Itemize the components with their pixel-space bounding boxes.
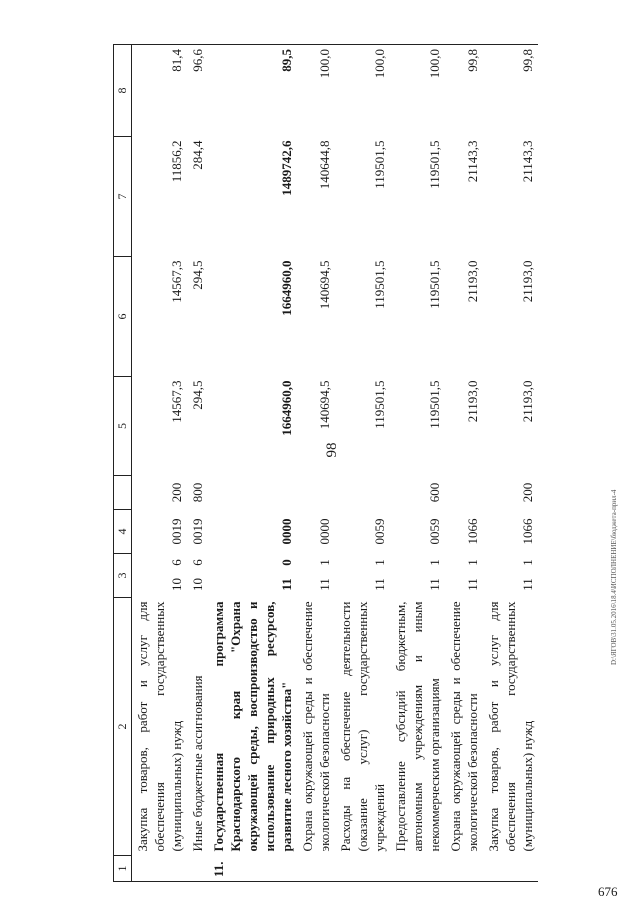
header-col-4: 4 — [114, 510, 132, 554]
value-col-5: 294,5 — [190, 380, 205, 410]
value-col-6: 1664960,0 — [279, 260, 294, 316]
value-col-7: 284,4 — [190, 140, 205, 170]
code-expense-type: 200 — [520, 482, 535, 503]
value-col-6: 14567,3 — [169, 260, 184, 303]
row-description: Расходы на обеспечение деятельности (оказание услуг) государственных учреждений — [338, 601, 387, 852]
code-target: 0000 — [279, 518, 294, 545]
header-col-7: 7 — [114, 137, 132, 257]
row-description: Охрана окружающей среды и обеспечение экологической безопасности — [448, 601, 480, 852]
code-expense-type — [335, 476, 390, 510]
value-col-5: 21193,0 — [465, 380, 480, 423]
code-section: 11 — [372, 578, 387, 591]
code-subsection: 1 — [317, 559, 332, 566]
value-col-8: 100,0 — [390, 45, 445, 137]
code-expense-type: 200 — [169, 482, 184, 503]
code-subsection: 1 — [427, 559, 442, 566]
value-col-8: 100,0 — [297, 45, 335, 137]
value-col-8: 100,0 — [335, 45, 390, 137]
table-header-row — [114, 45, 132, 882]
code-target: 0059 — [372, 518, 387, 545]
value-col-5: 140694,5 — [317, 380, 332, 430]
code-section: 11 — [520, 578, 535, 591]
value-col-8: 96,6 — [187, 45, 208, 137]
code-expense-type — [297, 476, 335, 510]
table-row — [390, 45, 445, 882]
header-col-1: 1 — [114, 856, 132, 882]
table-row — [445, 45, 483, 882]
code-section: 10 — [169, 578, 184, 591]
row-description: Государственная программа Краснодарского края "Охрана окружающей среды, воспроизводство и использование природных ресурсов, развитие лесного хозяйства" — [211, 601, 294, 852]
value-col-6: 21193,0 — [520, 260, 535, 303]
code-subsection: 1 — [520, 559, 535, 566]
row-number: 11. — [208, 856, 297, 882]
header-col-5: 5 — [114, 377, 132, 476]
value-col-7: 119501,5 — [427, 140, 442, 189]
header-col-empty — [114, 476, 132, 510]
row-description: Закупка товаров, работ и услуг для обеспечения государственных (муниципальных) нужд — [486, 601, 535, 852]
row-number — [483, 856, 538, 882]
value-col-8: 89,5 — [208, 45, 297, 137]
code-section: 11 — [427, 578, 442, 591]
table-row — [335, 45, 390, 882]
table-row — [297, 45, 335, 882]
code-expense-type — [208, 476, 297, 510]
code-expense-type: 600 — [427, 482, 442, 503]
code-target: 0059 — [427, 518, 442, 545]
table-row — [483, 45, 538, 882]
code-target: 0019 — [190, 518, 205, 545]
code-expense-type — [445, 476, 483, 510]
value-col-5: 1664960,0 — [279, 380, 294, 436]
value-col-6: 119501,5 — [427, 260, 442, 309]
budget-table-container — [113, 45, 583, 882]
page-number-top: 98 — [324, 442, 340, 458]
row-description: Предоставление субсидий бюджетным, автономным учреждениям и иным некоммерческим организациям — [393, 601, 442, 852]
value-col-5: 119501,5 — [427, 380, 442, 429]
value-col-7: 21143,3 — [465, 140, 480, 183]
value-col-7: 21143,3 — [520, 140, 535, 183]
row-number — [390, 856, 445, 882]
row-number — [132, 856, 188, 882]
value-col-6: 140694,5 — [317, 260, 332, 310]
row-number — [445, 856, 483, 882]
header-col-8: 8 — [114, 45, 132, 137]
row-number — [297, 856, 335, 882]
value-col-7: 119501,5 — [372, 140, 387, 189]
code-target: 0000 — [317, 518, 332, 545]
code-section: 10 — [190, 578, 205, 591]
row-description: Иные бюджетные ассигнования — [190, 675, 205, 852]
code-subsection: 6 — [169, 559, 184, 566]
file-path-text: D:\ЯГОВ\31.05.2016\18.4\ИСПОЛНЕНИЕ\бюджета-прил-4 — [610, 489, 618, 665]
code-section: 11 — [465, 578, 480, 591]
value-col-5: 119501,5 — [372, 380, 387, 429]
code-section: 11 — [317, 578, 332, 591]
value-col-6: 294,5 — [190, 260, 205, 290]
code-subsection: 1 — [372, 559, 387, 566]
value-col-5: 21193,0 — [520, 380, 535, 423]
value-col-8: 81,4 — [132, 45, 188, 137]
header-col-3: 3 — [114, 554, 132, 598]
table-row — [132, 45, 188, 882]
row-number — [335, 856, 390, 882]
row-number — [187, 856, 208, 882]
code-target: 0019 — [169, 518, 184, 545]
value-col-5: 14567,3 — [169, 380, 184, 423]
code-subsection: 0 — [279, 559, 294, 566]
page-number-bottom: 676 — [598, 884, 618, 899]
header-col-6: 6 — [114, 257, 132, 377]
value-col-6: 119501,5 — [372, 260, 387, 309]
file-path-footer — [607, 45, 621, 665]
value-col-7: 11856,2 — [169, 140, 184, 183]
code-expense-type: 800 — [190, 482, 205, 503]
table-row — [208, 45, 297, 882]
budget-table — [113, 44, 538, 882]
value-col-7: 1489742,6 — [279, 140, 294, 196]
value-col-6: 21193,0 — [465, 260, 480, 303]
value-col-8: 99,8 — [445, 45, 483, 137]
value-col-8: 99,8 — [483, 45, 538, 137]
row-description: Закупка товаров, работ и услуг для обеспечения государственных (муниципальных) нужд — [135, 601, 184, 852]
header-col-2: 2 — [114, 598, 132, 856]
table-row — [187, 45, 208, 882]
code-subsection: 6 — [190, 559, 205, 566]
code-target: 1066 — [520, 518, 535, 545]
code-subsection: 1 — [465, 559, 480, 566]
code-section: 11 — [279, 578, 294, 591]
value-col-7: 140644,8 — [317, 140, 332, 190]
row-description: Охрана окружающей среды и обеспечение экологической безопасности — [300, 601, 332, 852]
code-target: 1066 — [465, 518, 480, 545]
